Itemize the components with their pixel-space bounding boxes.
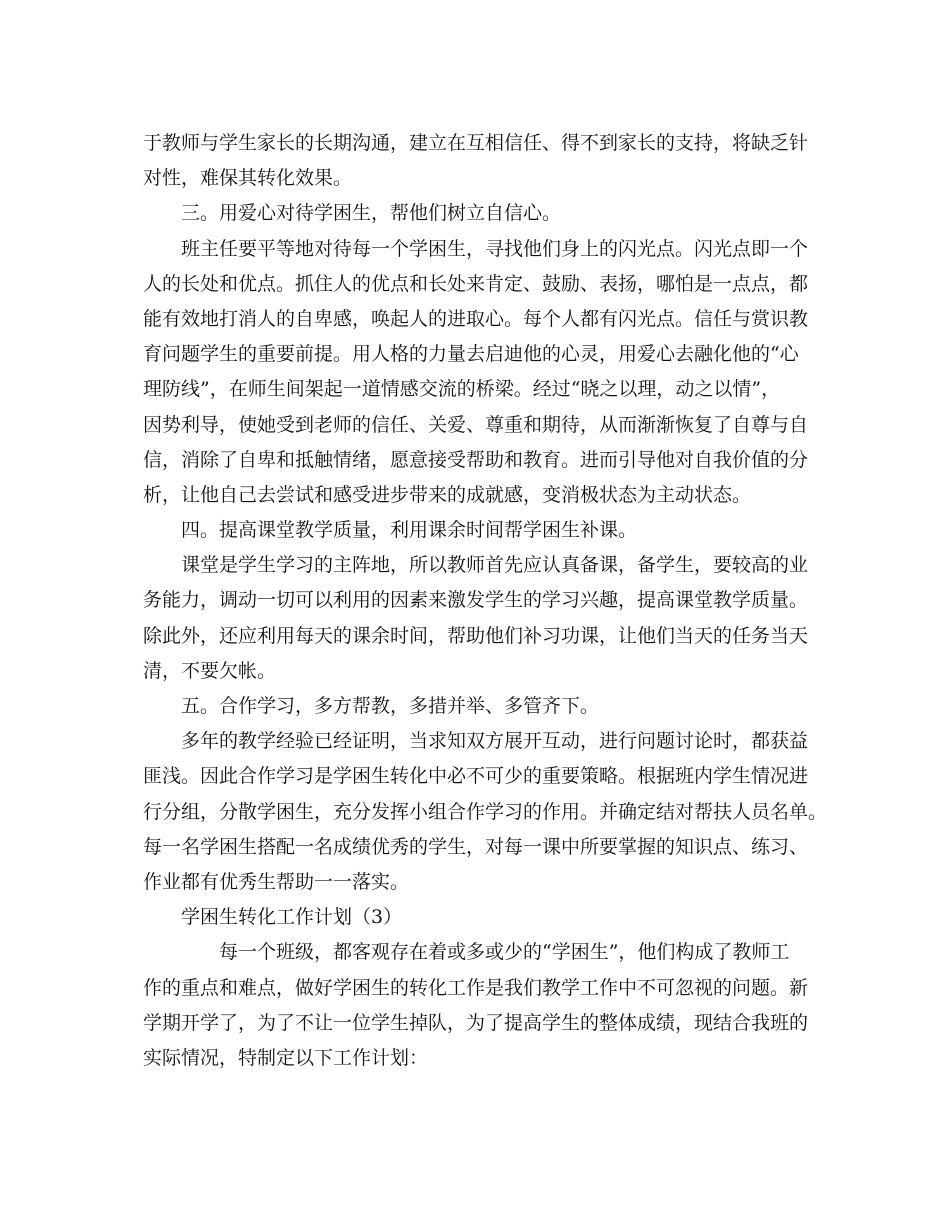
text-line: 每一个班级，都客观存在着或多或少的“学困生”，他们构成了教师工 [219, 941, 790, 964]
text-line: 于教师与学生家长的长期沟通，建立在互相信任、得不到家长的支持，将缺乏针 [143, 132, 809, 154]
text-line: 实际情况，特制定以下工作计划： [143, 1046, 429, 1069]
plan-title: 学困生转化工作计划（3） [181, 906, 403, 929]
text-line: 除此外，还应利用每天的课余时间，帮助他们补习功课，让他们当天的任务当天 [143, 624, 809, 647]
section-heading: 四。提高课堂教学质量，利用课余时间帮学困生补课。 [181, 519, 638, 542]
text-line: 多年的教学经验已经证明，当求知双方展开互动，进行问题讨论时，都获益 [181, 730, 809, 753]
text-line: 信，消除了自卑和抵触情绪，愿意接受帮助和教育。进而引导他对自我价值的分 [143, 448, 809, 471]
document-body [143, 126, 828, 1076]
text-line: 析，让他自己去尝试和感受进步带来的成就感，变消极状态为主动状态。 [143, 483, 752, 506]
section-heading: 三。用爱心对待学困生，帮他们树立自信心。 [181, 202, 562, 225]
text-line: 作的重点和难点，做好学困生的转化工作是我们教学工作中不可忽视的问题。新 [143, 976, 809, 999]
text-line: 务能力，调动一切可以利用的因素来激发学生的学习兴趣，提高课堂教学质量。 [143, 589, 809, 612]
text-line: 匪浅。因此合作学习是学困生转化中必不可少的重要策略。根据班内学生情况进 [143, 765, 809, 788]
text-line: 育问题学生的重要前提。用人格的力量去启迪他的心灵，用爱心去融化他的“心 [143, 343, 799, 366]
text-line: 能有效地打消人的自卑感，唤起人的进取心。每个人都有闪光点。信任与赏识教 [143, 307, 809, 330]
text-line: 理防线”，在师生间架起一道情感交流的桥梁。经过“晓之以理，动之以情”， [143, 378, 781, 401]
text-line: 班主任要平等地对待每一个学困生，寻找他们身上的闪光点。闪光点即一个 [181, 237, 809, 260]
text-line: 对性，难保其转化效果。 [143, 167, 353, 190]
text-line: 每一名学困生搭配一名成绩优秀的学生，对每一课中所要掌握的知识点、练习、 [143, 835, 809, 858]
text-line: 学期开学了，为了不让一位学生掉队，为了提高学生的整体成绩，现结合我班的 [143, 1011, 809, 1034]
text-line: 清，不要欠帐。 [143, 659, 277, 682]
text-line: 因势利导，使她受到老师的信任、关爱、尊重和期待，从而渐渐恢复了自尊与自 [143, 413, 809, 436]
text-line: 行分组，分散学困生，充分发挥小组合作学习的作用。并确定结对帮扶人员名单。 [143, 800, 828, 823]
text-line: 作业都有优秀生帮助一一落实。 [143, 870, 410, 893]
section-heading: 五。合作学习，多方帮教，多措并举、多管齐下。 [181, 695, 600, 717]
text-line: 课堂是学生学习的主阵地，所以教师首先应认真备课，备学生，要较高的业 [181, 554, 809, 577]
text-line: 人的长处和优点。抓住人的优点和长处来肯定、鼓励、表扬，哪怕是一点点，都 [143, 272, 809, 295]
